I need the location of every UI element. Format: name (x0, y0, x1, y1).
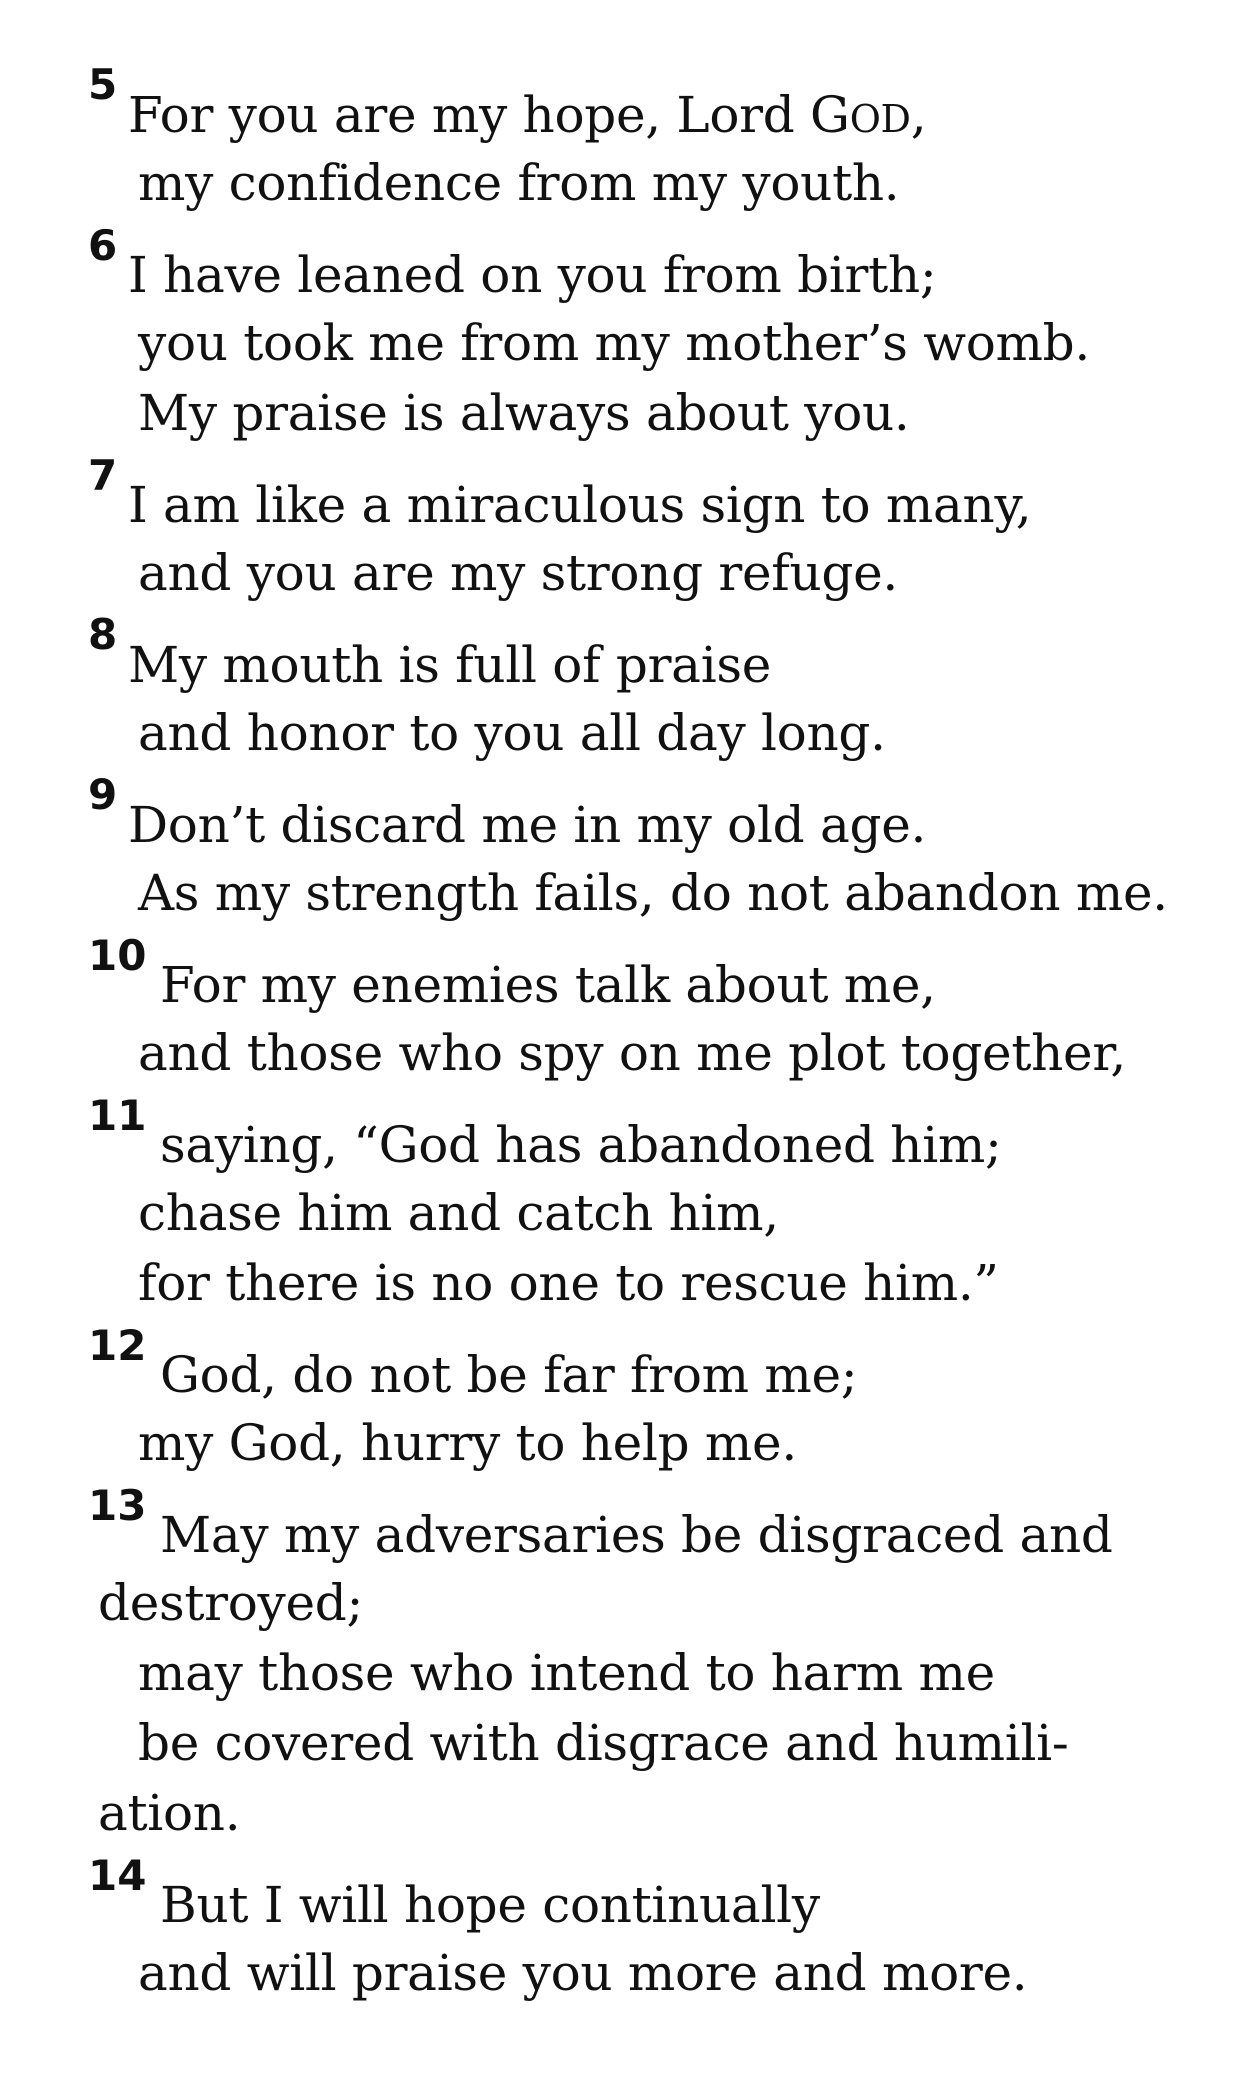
small-caps-text: OD (849, 97, 911, 141)
verse-line: My mouth is full of praise (128, 636, 772, 694)
verse-number: 5 (88, 60, 118, 109)
verse-line: God, do not be far from me; (160, 1346, 858, 1404)
verse-number: 13 (88, 1481, 147, 1530)
verse-number: 7 (88, 451, 118, 500)
verse-number: 6 (88, 221, 118, 270)
verse-line: and honor to you all day long. (138, 704, 886, 762)
verse-number: 12 (88, 1321, 147, 1370)
verse-line: May my adversaries be disgraced and (160, 1506, 1113, 1564)
verse-line: destroyed; (98, 1574, 364, 1632)
verse-line: my confidence from my youth. (138, 154, 900, 212)
verse-line: But I will hope continually (160, 1876, 820, 1934)
verse-line: My praise is always about you. (138, 384, 910, 442)
verse-number: 9 (88, 770, 118, 819)
verse-line: and will praise you more and more. (138, 1944, 1028, 2002)
verse-line: and you are my strong refuge. (138, 544, 898, 602)
verse-line: Don’t discard me in my old age. (128, 796, 927, 854)
verse-line: and those who spy on me plot together, (138, 1024, 1127, 1082)
verse-line: may those who intend to harm me (138, 1644, 995, 1702)
verse-number: 10 (88, 931, 147, 980)
verse-line: I have leaned on you from birth; (128, 246, 937, 304)
verse-number: 11 (88, 1091, 147, 1140)
verse-line: ation. (98, 1784, 241, 1842)
verse-line: For my enemies talk about me, (160, 956, 936, 1014)
verse-line: For you are my hope, Lord GOD, (128, 86, 927, 144)
verse-number: 14 (88, 1851, 147, 1900)
verse-line: saying, “God has abandoned him; (160, 1116, 1002, 1174)
verse-line: for there is no one to rescue him.” (138, 1254, 999, 1312)
verse-line: As my strength fails, do not abandon me. (138, 864, 1168, 922)
verse-line: my God, hurry to help me. (138, 1414, 797, 1472)
verse-line: be covered with disgrace and humili- (138, 1714, 1069, 1772)
verse-line: chase him and catch him, (138, 1184, 779, 1242)
verse-line: I am like a miraculous sign to many, (128, 476, 1032, 534)
verse-line: you took me from my mother’s womb. (138, 314, 1090, 372)
verse-number: 8 (88, 610, 118, 659)
